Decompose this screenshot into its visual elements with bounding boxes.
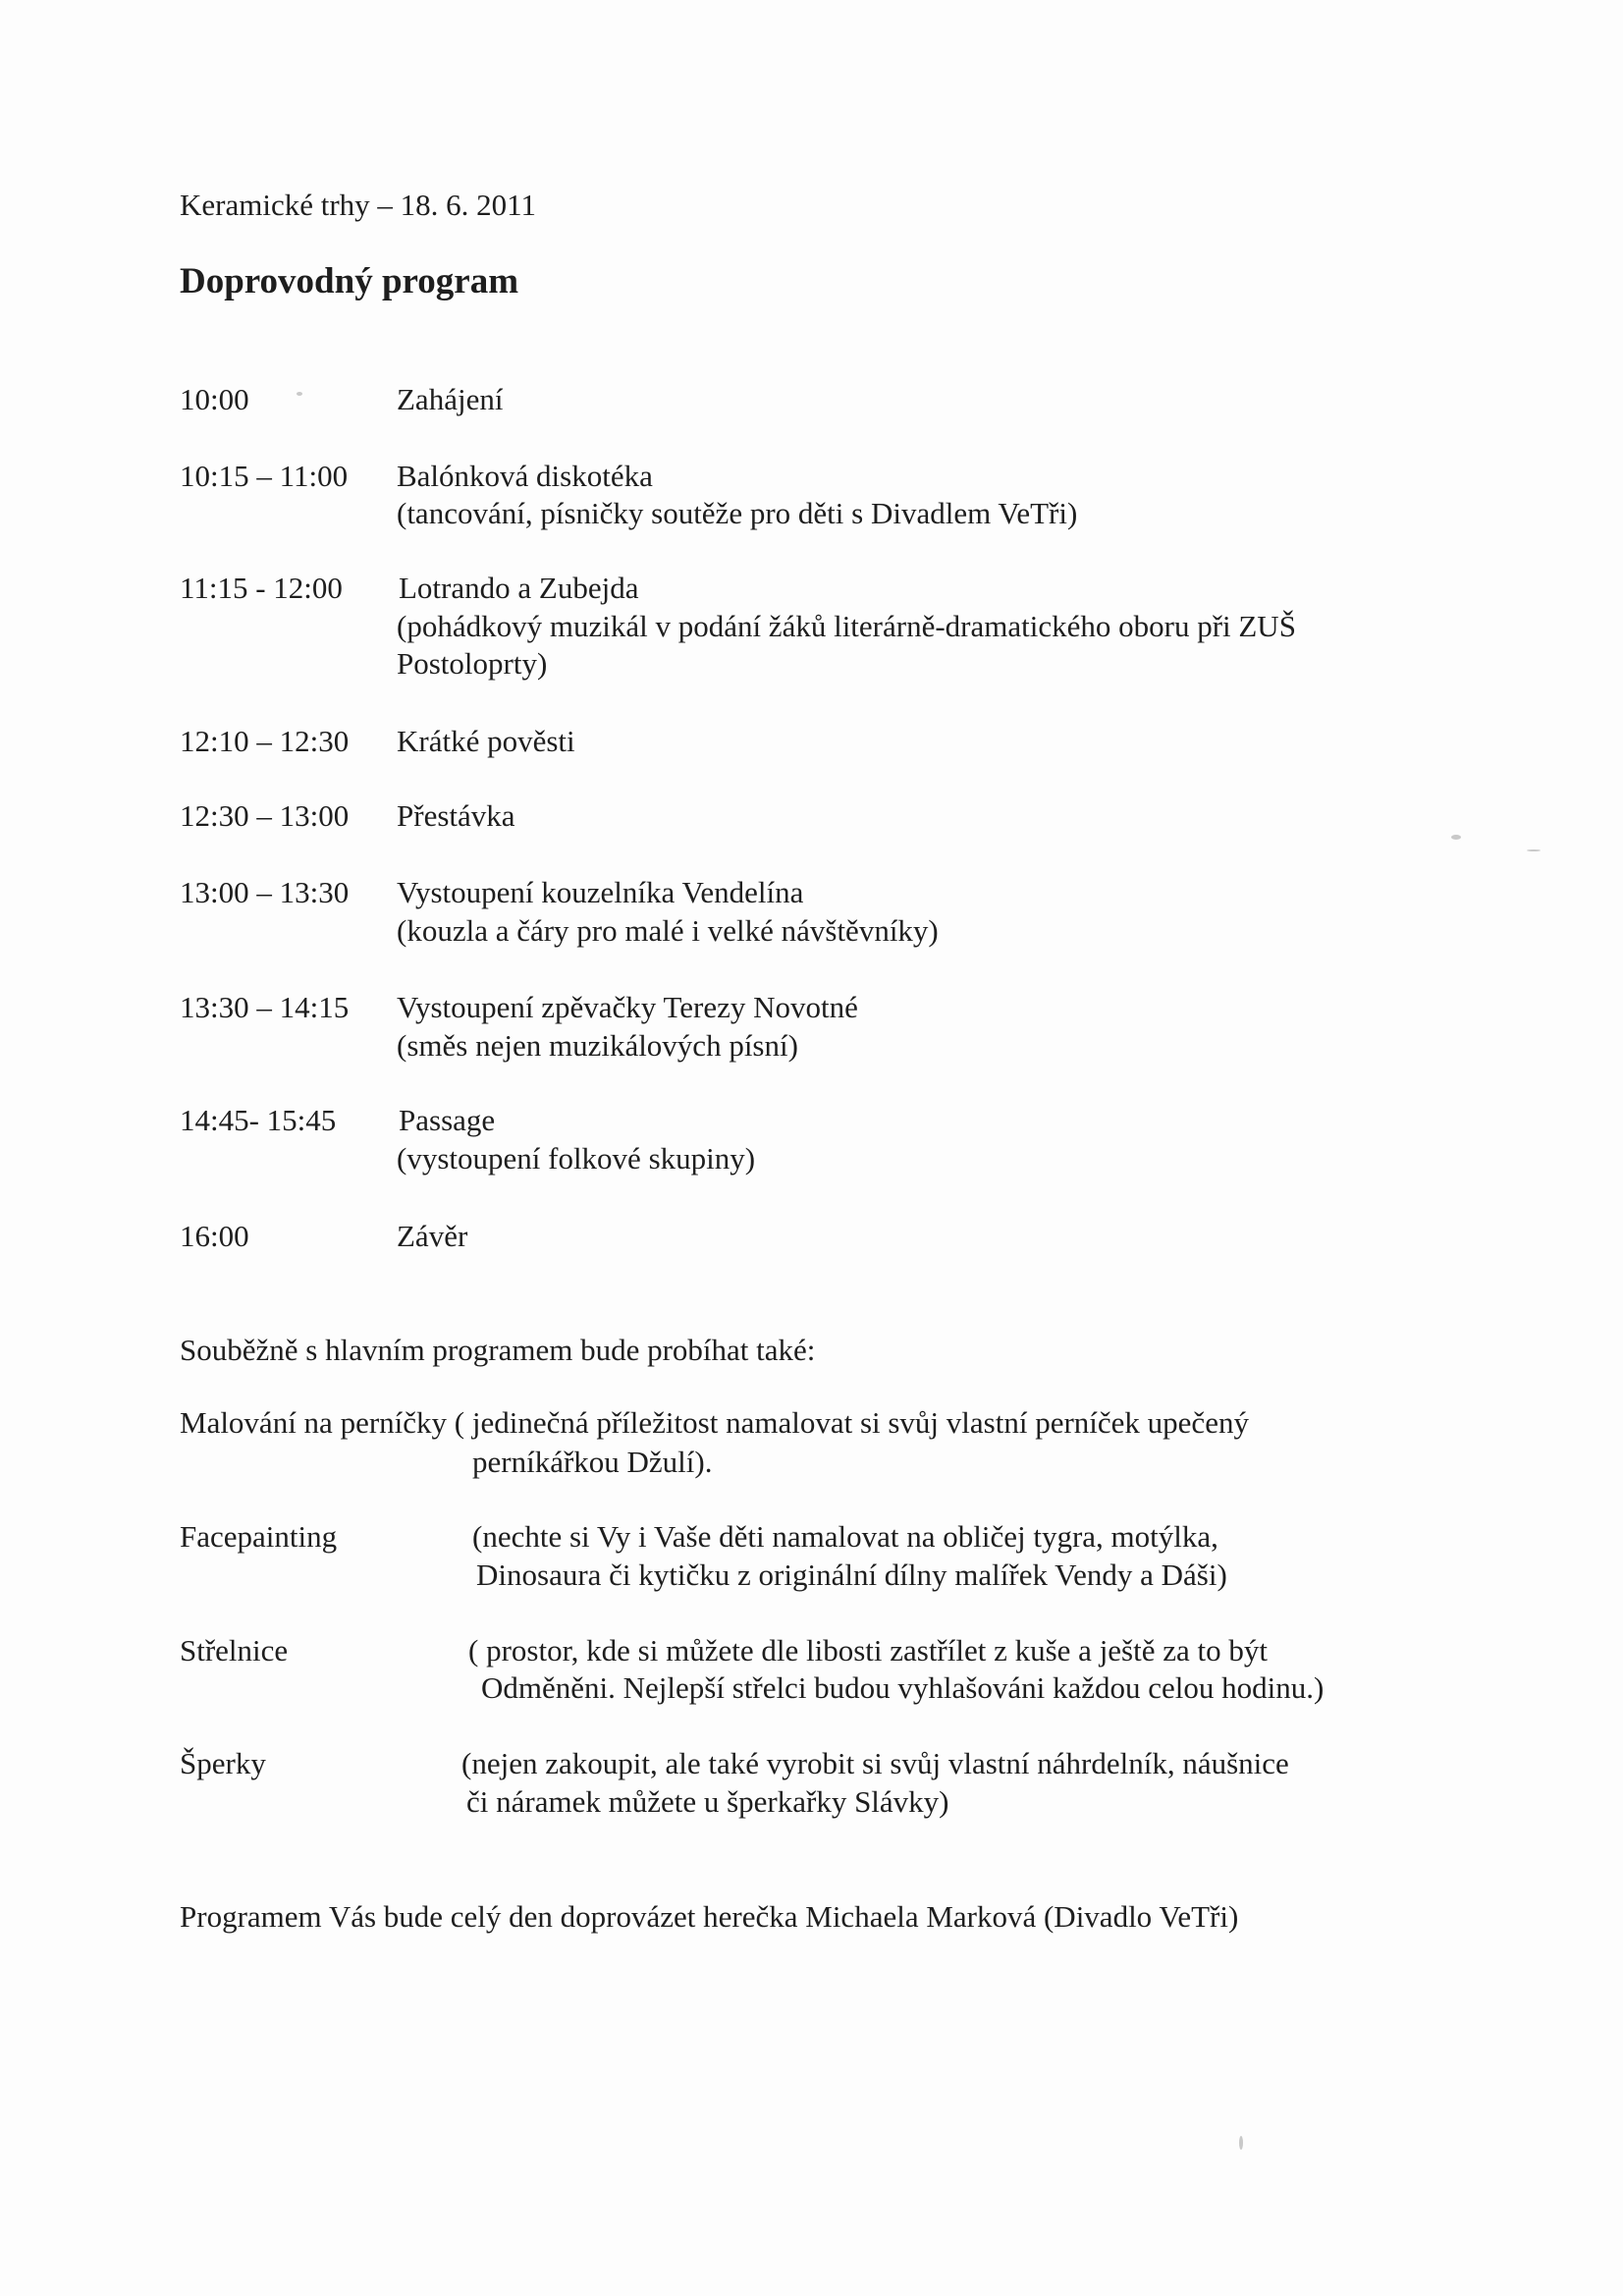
schedule-title: Závěr (397, 1219, 468, 1253)
activity-name: Facepainting (180, 1519, 338, 1554)
schedule-title: Vystoupení kouzelníka Vendelína (397, 875, 804, 909)
schedule-title: Krátké pověsti (397, 724, 575, 758)
schedule-time: 11:15 - 12:00 (180, 571, 343, 605)
activity-name: Střelnice (180, 1633, 289, 1667)
schedule-title: Balónková diskotéka (397, 459, 653, 493)
schedule-time: 13:00 – 13:30 (180, 875, 350, 909)
activity-detail: (nechte si Vy i Vaše děti namalovat na obličej tygra, motýlka, (472, 1519, 1218, 1554)
schedule-detail: (tancování, písničky soutěže pro děti s Divadlem VeTři) (397, 496, 1078, 530)
page-title: Doprovodný program (180, 261, 519, 301)
schedule-time: 12:30 – 13:00 (180, 798, 350, 833)
schedule-title: Lotrando a Zubejda (399, 571, 639, 605)
event-heading: Keramické trhy – 18. 6. 2011 (180, 188, 537, 222)
activity-detail: ( prostor, kde si můžete dle libosti zastřílet z kuše a ještě za to být (468, 1633, 1268, 1667)
schedule-time: 16:00 (180, 1219, 249, 1253)
footer-note: Programem Vás bude celý den doprovázet herečka Michaela Marková (Divadlo VeTři) (180, 1899, 1239, 1934)
scan-speck (297, 392, 302, 396)
activity-detail: (nejen zakoupit, ale také vyrobit si svůj vlastní náhrdelník, náušnice (461, 1746, 1289, 1780)
parallel-intro: Souběžně s hlavním programem bude probíhat také: (180, 1333, 816, 1367)
painting-line: perníkářkou Džulí). (472, 1445, 713, 1479)
activity-name: Šperky (180, 1746, 266, 1780)
schedule-detail: Postoloprty) (397, 646, 548, 681)
schedule-detail: (vystoupení folkové skupiny) (397, 1141, 756, 1175)
scan-speck (1239, 2136, 1243, 2150)
schedule-time: 13:30 – 14:15 (180, 990, 350, 1024)
schedule-time: 12:10 – 12:30 (180, 724, 350, 758)
schedule-detail: (kouzla a čáry pro malé i velké návštěvníky) (397, 913, 939, 948)
schedule-detail: (pohádkový muzikál v podání žáků literárně-dramatického oboru při ZUŠ (397, 609, 1296, 643)
schedule-detail: (směs nejen muzikálových písní) (397, 1028, 798, 1063)
schedule-title: Přestávka (397, 798, 515, 833)
schedule-time: 10:00 (180, 382, 249, 416)
schedule-title: Passage (399, 1103, 496, 1137)
scan-speck (1451, 835, 1461, 840)
painting-line: Malování na perníčky ( jedinečná příležitost namalovat si svůj vlastní perníček upečený (180, 1405, 1249, 1440)
schedule-time: 10:15 – 11:00 (180, 459, 349, 493)
activity-detail: či náramek můžete u šperkařky Slávky) (466, 1784, 949, 1819)
activity-detail: Odměněni. Nejlepší střelci budou vyhlašováni každou celou hodinu.) (481, 1670, 1325, 1705)
schedule-time: 14:45- 15:45 (180, 1103, 337, 1137)
activity-detail: Dinosaura či kytičku z originální dílny malířek Vendy a Dáši) (476, 1558, 1227, 1592)
schedule-title: Vystoupení zpěvačky Terezy Novotné (397, 990, 858, 1024)
schedule-title: Zahájení (397, 382, 504, 416)
scan-speck (1527, 849, 1541, 851)
